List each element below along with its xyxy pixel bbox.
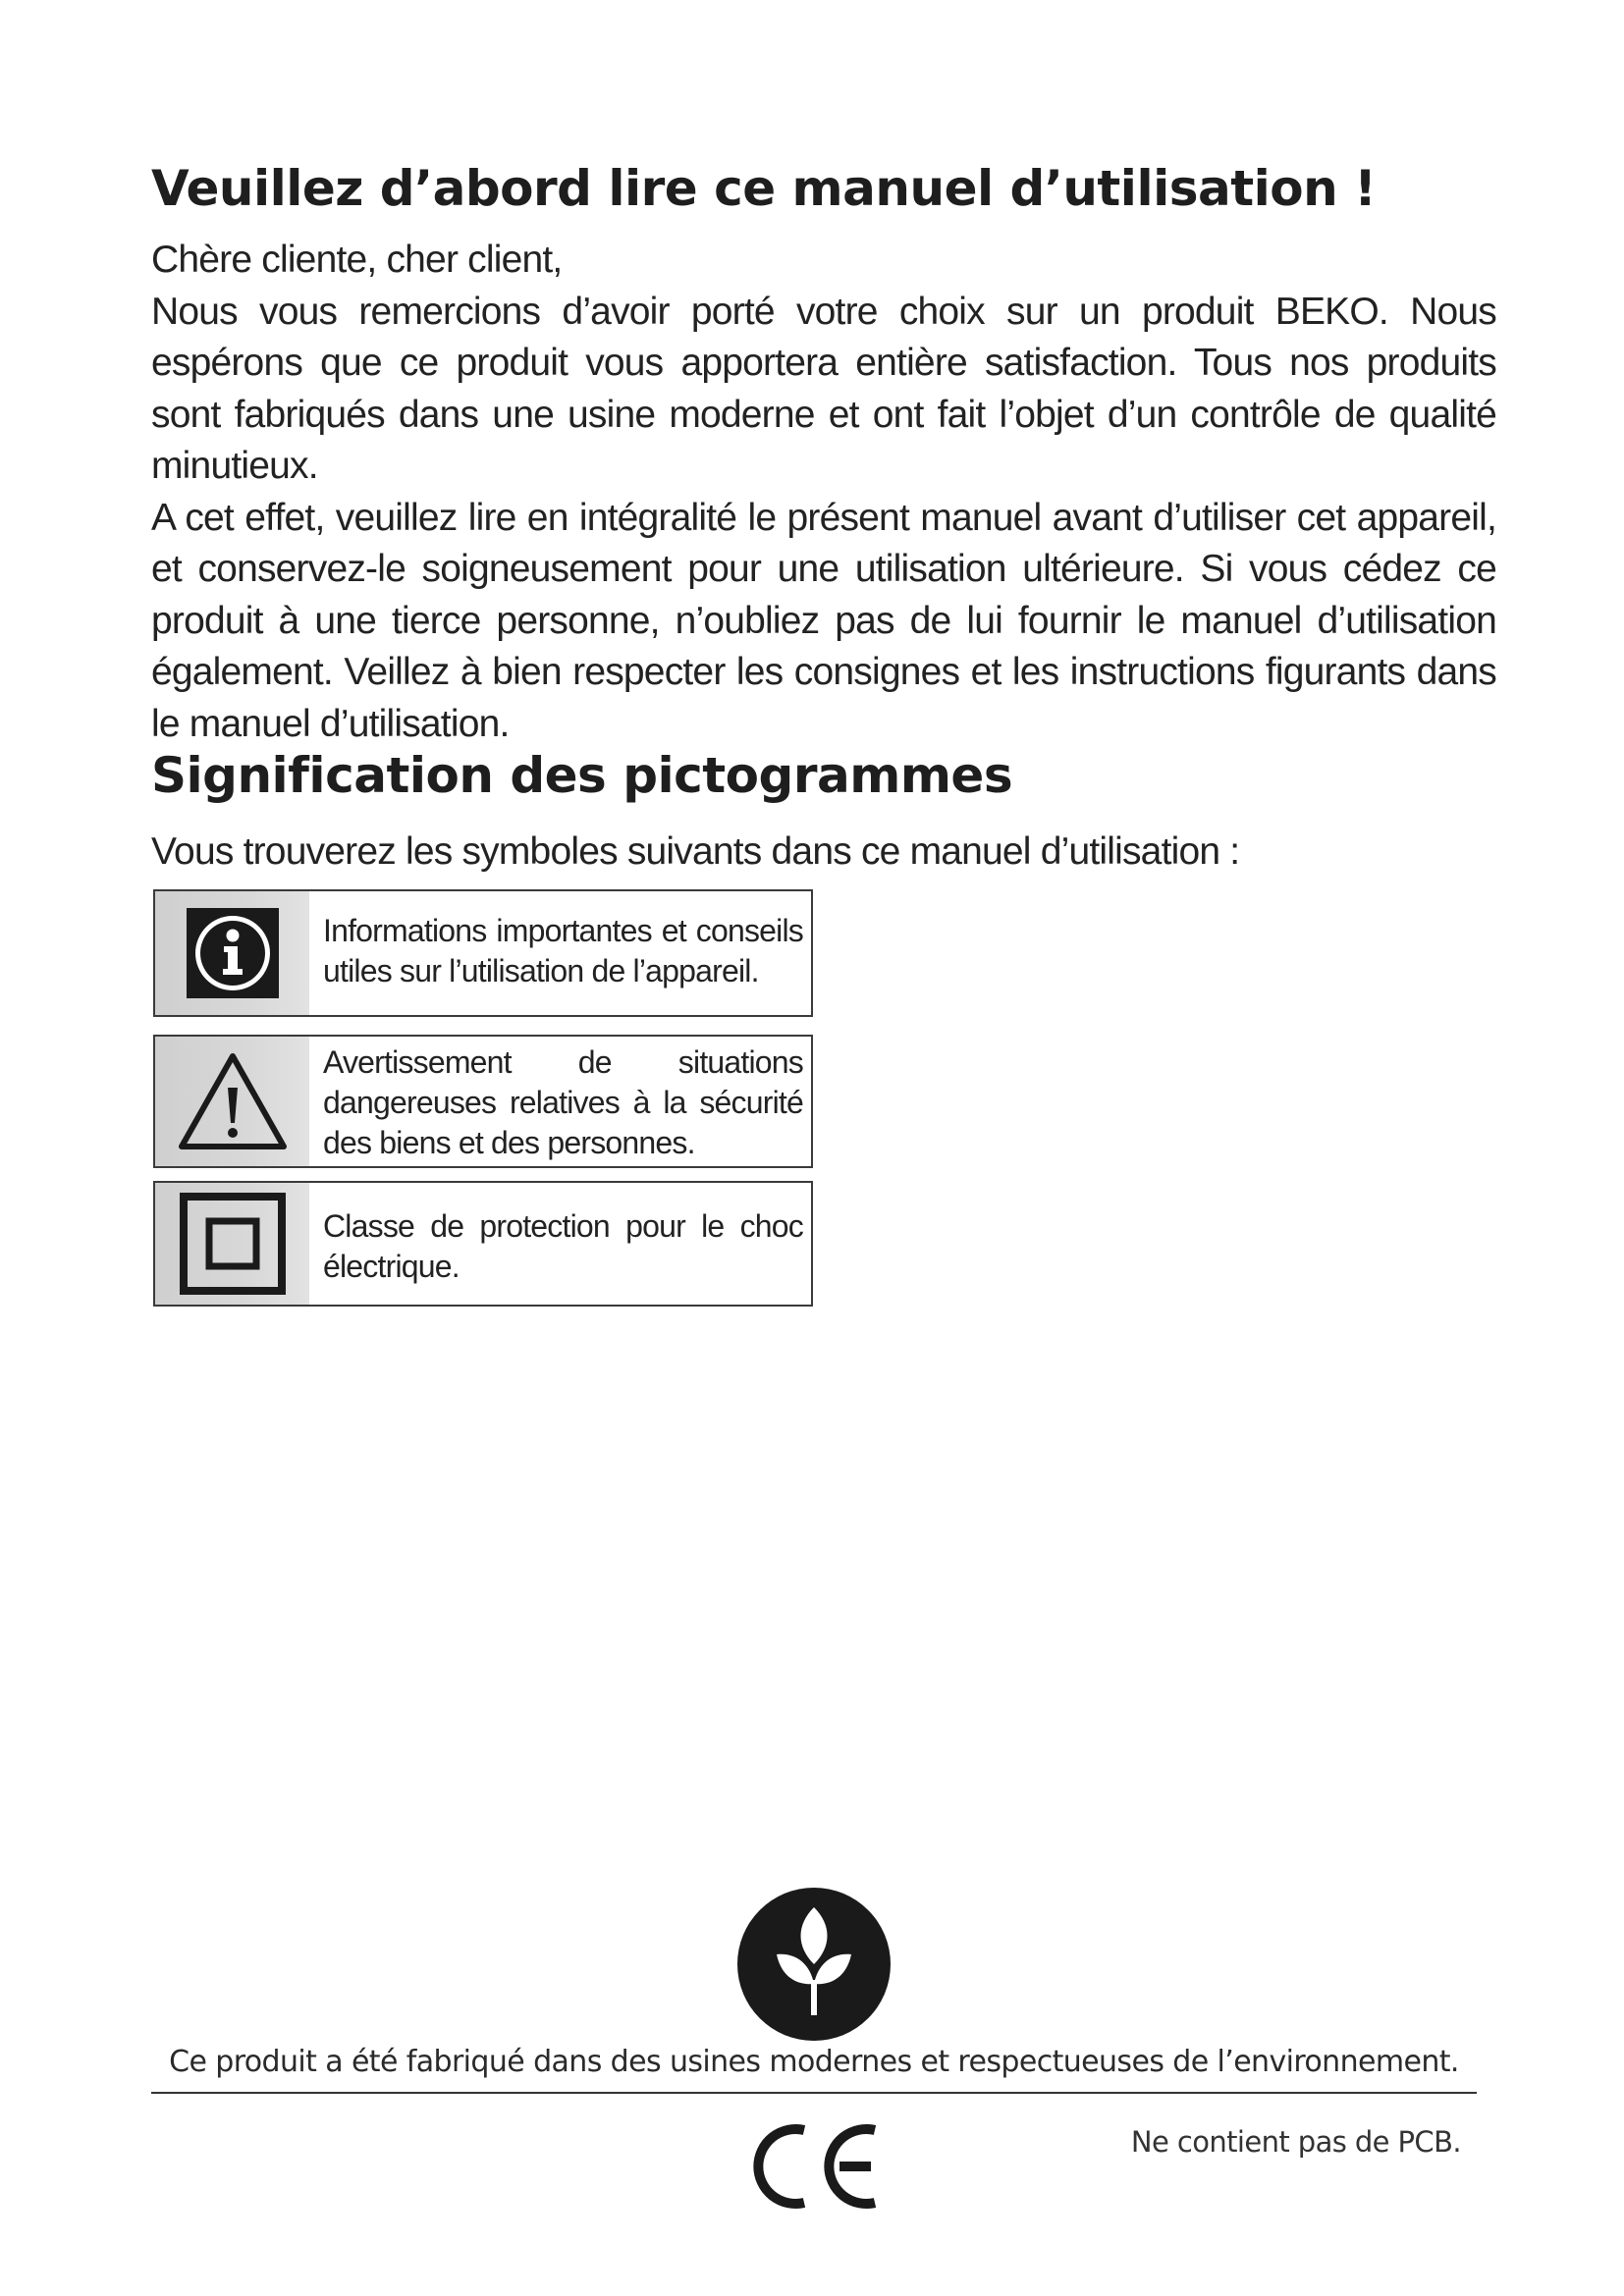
intro-paragraph-2: A cet effet, veuillez lire en intégralité le présent manuel avant d’utiliser cet appareil, et conservez-le soigneusement pour une utilisation ultérieure. Si vous cédez ce produit à une tierce personne, n’oubliez pas de lui fournir le manuel d’utilisation également. Veillez à bien respecter les consignes et les instructions figurants dans le manuel d’utilisation. [151,496,1496,745]
pictogram-row-warning [153,1035,813,1168]
greeting: Chère cliente, cher client, [151,239,563,281]
section-title-pictograms: Signification des pictogrammes [151,747,1013,804]
intro-text [151,235,1496,750]
pictogram-row-protection-class [153,1181,813,1307]
pictogram-description: Informations importantes et conseils utiles sur l’utilisation de l’appareil. [323,913,803,988]
pictogram-description: Classe de protection pour le choc électrique. [323,1208,803,1284]
eco-caption: Ce produit a été fabriqué dans des usines modernes et respectueuses de l’environnement. [169,2045,1459,2079]
footer-divider [151,2092,1477,2094]
pictogram-icon-cell [155,1037,309,1166]
pictogram-description: Avertissement de situations dangereuses relatives à la sécurité des biens et des personnes. [323,1044,803,1160]
ce-mark-icon [747,2118,883,2215]
intro-paragraph-1: Nous vous remercions d’avoir porté votre choix sur un produit BEKO. Nous espérons que ce produit vous apportera entière satisfaction. Tous nos produits sont fabriqués dans une usine moderne et ont fait l’objet d’un contrôle de qualité minutieux. [151,290,1496,487]
pcb-note: Ne contient pas de PCB. [1130,2125,1461,2159]
page-title: Veuillez d’abord lire ce manuel d’utilisation ! [151,160,1377,217]
pictogram-row-info [153,889,813,1017]
pictogram-icon-cell [155,1183,309,1305]
leaf-eco-icon [735,1886,893,2043]
protection-class-ii-icon [180,1193,286,1295]
pictogram-icon-cell [155,891,309,1015]
pictograms-intro: Vous trouverez les symboles suivants dans ce manuel d’utilisation : [151,830,1240,873]
info-icon [185,906,281,1000]
warning-triangle-icon [176,1050,290,1152]
